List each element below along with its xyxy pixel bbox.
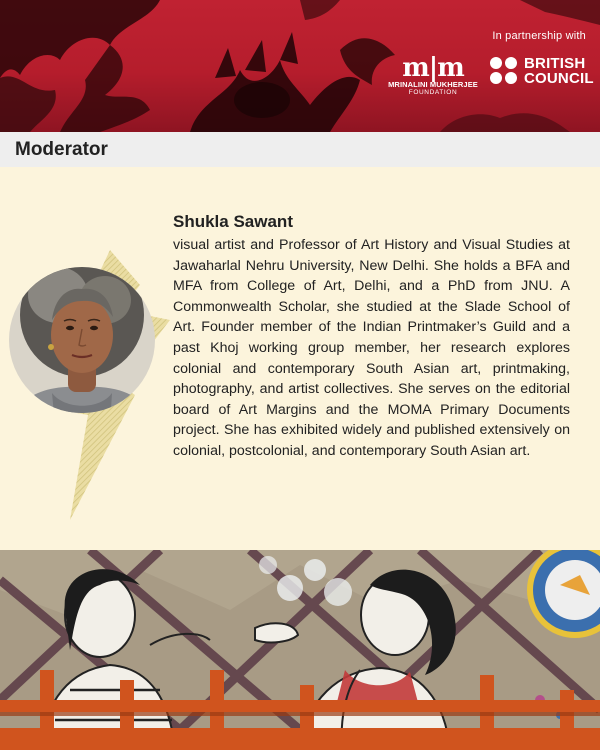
section-title: Moderator <box>15 139 108 160</box>
mrinalini-mukherjee-foundation-logo <box>384 53 482 97</box>
british-council-dots-icon <box>490 57 518 85</box>
bc-logo-line2: COUNCIL <box>524 70 594 87</box>
speaker-name: Shukla Sawant <box>173 212 293 231</box>
speaker-portrait <box>0 225 180 525</box>
mm-logo-name: MRINALINI MUKHERJEE <box>388 80 478 89</box>
portrait-photo-image <box>0 225 180 525</box>
mm-logo-mark: m|m <box>402 53 464 83</box>
artwork-figures-image <box>0 550 600 750</box>
bottom-artwork-image <box>0 550 600 750</box>
speaker-bio: visual artist and Professor of Art History and Visual Studies at Jawaharlal Nehru University, New Delhi. She holds a BFA and MFA from College of Art, Delhi, and a PhD from JNU. A Commonwealth Scholar, she studied at the Slade School of Art. Founder member of the Indian Printmaker’s Guild and a past Khoj working group member, her research explores colonial and contemporary South Asian art, printmaking, photography, and artist collectives. She serves on the editorial board of Art Margins and the MOMA Primary Documents project. She has exhibited widely and published extensively on colonial, postcolonial, and contemporary South Asian art. <box>173 237 570 459</box>
british-council-logo <box>490 56 594 86</box>
mm-logo-subtitle: FOUNDATION <box>408 89 458 96</box>
header-banner <box>0 0 600 132</box>
role-bar <box>0 132 600 167</box>
bc-logo-line1: BRITISH <box>524 55 586 72</box>
partnership-label: In partnership with <box>492 30 586 42</box>
